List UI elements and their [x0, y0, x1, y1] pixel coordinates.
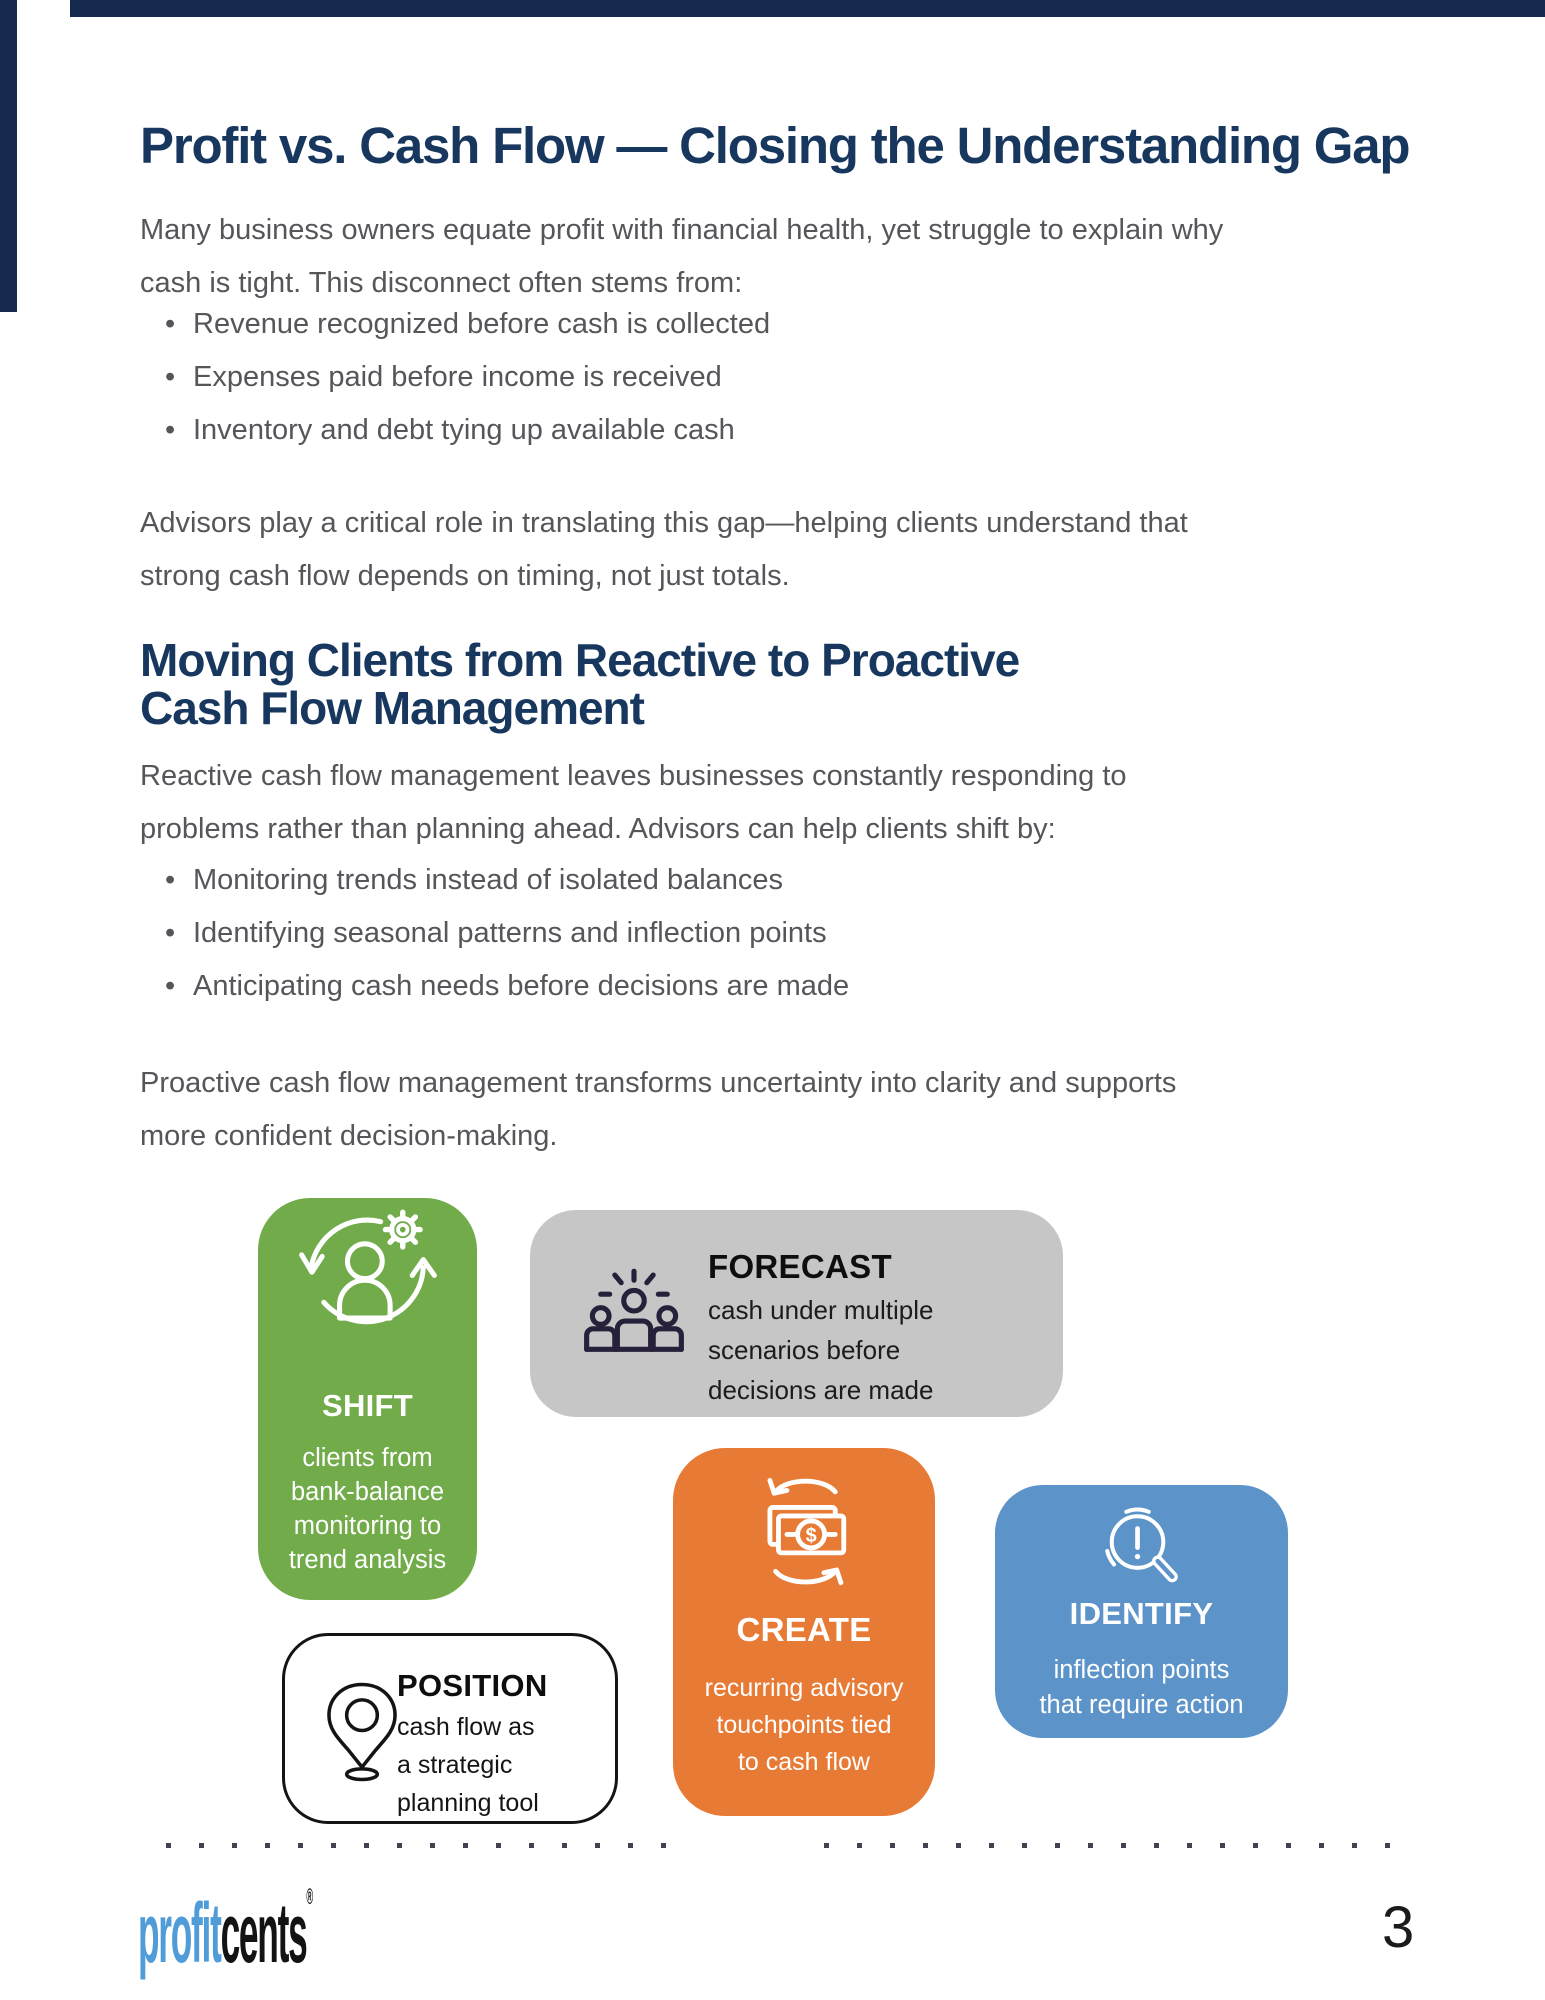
- person-refresh-gear-icon: [289, 1198, 447, 1356]
- card-body: [397, 1708, 548, 1822]
- card-body-line: cash under multiple: [708, 1295, 934, 1325]
- bullet-item: • Monitoring trends instead of isolated balances: [163, 854, 849, 907]
- people-group-icon: [570, 1252, 698, 1380]
- bullet-item: • Anticipating cash needs before decisions are made: [163, 960, 849, 1013]
- paragraph-line: Reactive cash flow management leaves businesses constantly responding to: [140, 760, 1127, 792]
- card-text: [708, 1244, 933, 1410]
- bullet-item: • Inventory and debt tying up available cash: [163, 404, 770, 457]
- card-body-line: trend analysis: [288, 1546, 447, 1574]
- paragraph-line: Many business owners equate profit with financial health, yet struggle to explain why: [140, 214, 1224, 246]
- intro-bullet-list: [163, 298, 770, 457]
- card-body: [995, 1653, 1288, 1723]
- paragraph-line: problems rather than planning ahead. Advisors can help clients shift by:: [140, 813, 1056, 845]
- top-accent-bar: [70, 0, 1545, 17]
- logo-profit-text: profit: [138, 1886, 221, 1980]
- paragraph-line: cash is tight. This disconnect often stems from:: [140, 267, 743, 299]
- card-identify: [995, 1485, 1288, 1738]
- heading-line: Cash Flow Management: [140, 682, 644, 734]
- dotted-divider: [824, 1843, 1396, 1848]
- card-body-line: cash flow as: [397, 1713, 535, 1741]
- reactive-paragraph: [140, 750, 1127, 856]
- card-body-line: monitoring to: [293, 1512, 442, 1540]
- page-number: 3: [1382, 1895, 1415, 1960]
- card-body-line: inflection points: [1053, 1656, 1230, 1684]
- bullet-item: • Identifying seasonal patterns and inflection points: [163, 907, 849, 960]
- card-body-line: that require action: [1039, 1691, 1244, 1719]
- left-accent-bar: [0, 0, 17, 312]
- card-shift: [258, 1198, 477, 1600]
- card-body: [708, 1290, 933, 1410]
- svg-text:$: $: [805, 1525, 817, 1548]
- card-body-line: a strategic: [397, 1751, 513, 1779]
- card-title: SHIFT: [321, 1388, 414, 1423]
- card-body-line: planning tool: [397, 1789, 539, 1817]
- paragraph-line: Advisors play a critical role in translating this gap—helping clients understand that: [140, 507, 1188, 539]
- card-forecast: [530, 1210, 1063, 1417]
- intro-paragraph: [140, 204, 1223, 310]
- profitcents-logo: [138, 1884, 314, 1980]
- section2-bullet-list: [163, 854, 849, 1013]
- registered-mark: ®: [306, 1884, 314, 1909]
- money-cycle-icon: [733, 1462, 875, 1604]
- card-title: IDENTIFY: [1069, 1596, 1214, 1631]
- card-title: POSITION: [397, 1668, 548, 1703]
- card-body-line: recurring advisory: [704, 1674, 904, 1702]
- card-body-line: to cash flow: [737, 1748, 870, 1776]
- bullet-item: • Revenue recognized before cash is collected: [163, 298, 770, 351]
- advisors-paragraph: [140, 497, 1188, 603]
- card-text: [397, 1664, 548, 1822]
- card-body: [673, 1670, 935, 1781]
- card-title: CREATE: [736, 1611, 872, 1648]
- card-body-line: scenarios before: [708, 1335, 901, 1365]
- proactive-paragraph: [140, 1057, 1176, 1163]
- heading-line: Moving Clients from Reactive to Proactive: [140, 634, 1020, 686]
- card-position: [282, 1633, 618, 1824]
- card-body-line: touchpoints tied: [716, 1711, 892, 1739]
- logo-cents-text: cents: [220, 1886, 307, 1980]
- page-title: Profit vs. Cash Flow — Closing the Understanding Gap: [140, 117, 1410, 174]
- card-body-line: clients from: [302, 1444, 433, 1472]
- paragraph-line: more confident decision-making.: [140, 1120, 558, 1152]
- card-create: [673, 1448, 935, 1816]
- section-heading: [140, 636, 1019, 732]
- paragraph-line: strong cash flow depends on timing, not just totals.: [140, 560, 790, 592]
- magnifier-alert-icon: [1086, 1495, 1198, 1607]
- card-title: FORECAST: [708, 1248, 892, 1285]
- dotted-divider: [166, 1843, 694, 1848]
- paragraph-line: Proactive cash flow management transforms uncertainty into clarity and supports: [140, 1067, 1177, 1099]
- card-body-line: decisions are made: [708, 1375, 934, 1405]
- card-body-line: bank-balance: [290, 1478, 445, 1506]
- bullet-item: • Expenses paid before income is received: [163, 351, 770, 404]
- card-body: [258, 1441, 477, 1577]
